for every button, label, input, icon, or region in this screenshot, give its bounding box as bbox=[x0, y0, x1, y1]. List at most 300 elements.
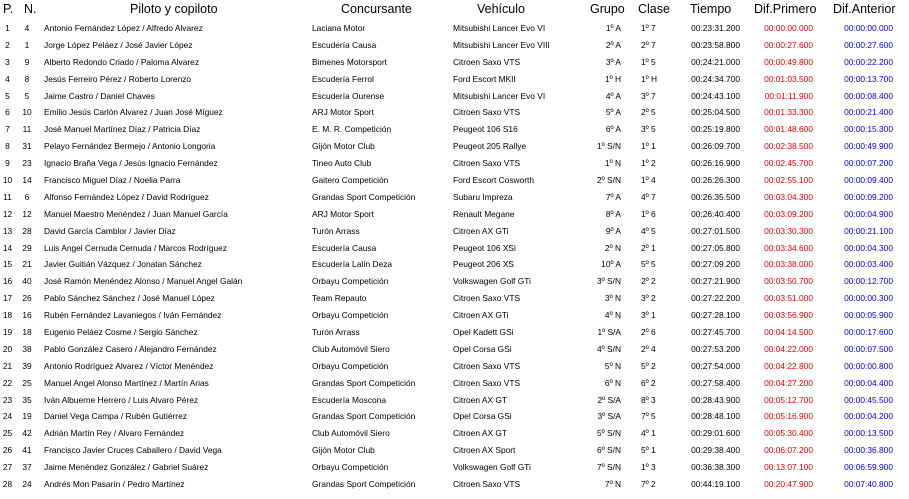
cell-vehicle: Renault Megane bbox=[453, 208, 515, 219]
cell-group: 6º A bbox=[605, 124, 621, 135]
cell-number: 16 bbox=[22, 310, 32, 321]
cell-entrant: Laciana Motor bbox=[312, 23, 366, 33]
cell-number: 4 bbox=[24, 23, 30, 33]
cell-vehicle: Opel Kadett GSi bbox=[453, 327, 514, 338]
cell-pilot: Francisco Miguel Díaz / Noelia Parra bbox=[44, 175, 181, 186]
cell-diff-first: 00:03:34.600 bbox=[764, 242, 813, 253]
cell-class: 5º 1 bbox=[641, 445, 656, 456]
cell-pilot: Alberto Redondo Criado / Paloma Alvarez bbox=[44, 56, 200, 67]
cell-class: 1º 2 bbox=[641, 158, 656, 169]
cell-class: 2º 5 bbox=[641, 107, 656, 118]
table-row bbox=[0, 476, 909, 493]
cell-vehicle: Citroen Saxo VTS bbox=[453, 293, 521, 304]
cell-diff-first: 00:04:22.800 bbox=[764, 360, 813, 371]
cell-diff-previous: 00:00:03.400 bbox=[844, 259, 893, 270]
cell-time: 00:44:19.100 bbox=[691, 479, 740, 490]
cell-number: 8 bbox=[24, 73, 30, 84]
cell-class: 1º 6 bbox=[641, 208, 656, 219]
cell-entrant: Escudería Lalín Deza bbox=[312, 259, 393, 270]
cell-vehicle: Mitsubishi Lancer Evo VI bbox=[453, 23, 546, 33]
cell-number: 14 bbox=[22, 175, 32, 186]
header-diff-first: Dif.Primero bbox=[754, 2, 817, 16]
cell-class: 1º 5 bbox=[641, 56, 656, 67]
cell-diff-previous: 00:00:13.700 bbox=[844, 73, 893, 84]
cell-position: 25 bbox=[2, 428, 13, 439]
cell-vehicle: Volkswagen Golf GTi bbox=[453, 276, 531, 287]
cell-entrant: Orbayu Competición bbox=[312, 310, 389, 321]
cell-pilot: Jesús Ferreiro Pérez / Roberto Lorenzo bbox=[44, 73, 192, 84]
cell-diff-previous: 00:00:04.200 bbox=[844, 411, 893, 422]
cell-position: 1 bbox=[5, 23, 10, 33]
cell-position: 17 bbox=[2, 293, 13, 304]
cell-group: 7º A bbox=[605, 191, 621, 202]
cell-diff-first: 00:02:55.100 bbox=[764, 175, 813, 186]
cell-vehicle: Citroen AX GT bbox=[453, 394, 507, 405]
cell-class: 3º 1 bbox=[641, 310, 656, 321]
cell-pilot: Manuel Angel Alonso Martínez / Martín Arias bbox=[44, 377, 209, 388]
cell-number: 18 bbox=[22, 327, 32, 338]
cell-position: 14 bbox=[2, 242, 13, 253]
cell-number: 35 bbox=[22, 394, 32, 405]
cell-diff-previous: 00:00:07.500 bbox=[844, 343, 893, 354]
table-row bbox=[0, 425, 909, 442]
cell-group: 5º N bbox=[604, 360, 621, 371]
cell-group: 2º S/A bbox=[597, 394, 621, 405]
cell-vehicle: Peugeot 106 XSi bbox=[453, 242, 516, 253]
cell-time: 00:27:28.100 bbox=[691, 310, 740, 321]
cell-number: 40 bbox=[22, 276, 32, 287]
cell-number: 25 bbox=[22, 377, 32, 388]
table-row bbox=[0, 324, 909, 341]
cell-diff-first: 00:03:38.000 bbox=[764, 259, 813, 270]
cell-vehicle: Peugeot 106 S16 bbox=[453, 124, 518, 135]
cell-position: 6 bbox=[5, 107, 10, 118]
cell-position: 20 bbox=[2, 343, 13, 354]
table-row bbox=[0, 189, 909, 206]
cell-entrant: Orbayu Competición bbox=[312, 360, 389, 371]
cell-group: 1º S/A bbox=[597, 327, 621, 338]
cell-group: 2º A bbox=[605, 39, 621, 50]
cell-class: 8º 3 bbox=[641, 394, 656, 405]
cell-diff-first: 00:02:45.700 bbox=[764, 158, 813, 169]
table-row bbox=[0, 155, 909, 172]
cell-class: 4º 5 bbox=[641, 225, 656, 236]
cell-group: 2º N bbox=[604, 242, 621, 253]
cell-entrant: Bimenes Motorsport bbox=[312, 56, 387, 67]
cell-pilot: Jaime Menéndez González / Gabriel Suárez bbox=[44, 462, 209, 473]
cell-diff-first: 00:04:14.500 bbox=[764, 327, 813, 338]
cell-vehicle: Subaru Impreza bbox=[453, 191, 513, 202]
cell-number: 23 bbox=[22, 158, 32, 169]
cell-diff-first: 00:03:09.200 bbox=[764, 208, 813, 219]
cell-group: 1º H bbox=[604, 73, 621, 84]
cell-group: 3º S/A bbox=[597, 411, 621, 422]
cell-class: 7º 5 bbox=[641, 411, 656, 422]
cell-class: 4º 7 bbox=[641, 191, 656, 202]
cell-class: 1º 7 bbox=[641, 23, 656, 33]
cell-pilot: Manuel Maestro Menéndez / Juan Manuel García bbox=[44, 208, 228, 219]
cell-position: 12 bbox=[2, 208, 13, 219]
cell-position: 13 bbox=[2, 225, 13, 236]
cell-diff-first: 00:05:16.900 bbox=[764, 411, 813, 422]
cell-position: 8 bbox=[5, 141, 10, 152]
header-vehicle: Vehículo bbox=[477, 2, 525, 16]
cell-class: 4º 1 bbox=[641, 428, 656, 439]
cell-time: 00:27:09.200 bbox=[691, 259, 740, 270]
cell-number: 31 bbox=[22, 141, 32, 152]
cell-time: 00:27:53.200 bbox=[691, 343, 740, 354]
table-row bbox=[0, 206, 909, 223]
cell-vehicle: Citroen Saxo VTS bbox=[453, 107, 521, 118]
cell-position: 23 bbox=[2, 394, 13, 405]
cell-time: 00:24:34.700 bbox=[691, 73, 740, 84]
header-position: P. bbox=[3, 2, 14, 16]
cell-class: 2º 6 bbox=[641, 327, 656, 338]
cell-group: 3º S/N bbox=[596, 276, 621, 287]
cell-diff-first: 00:02:38.500 bbox=[764, 141, 813, 152]
table-row bbox=[0, 37, 909, 54]
table-row bbox=[0, 54, 909, 71]
cell-diff-first: 00:13:07.100 bbox=[764, 462, 813, 473]
cell-pilot: Ignacio Braña Vega / Jesús Ignacio Fernández bbox=[44, 158, 218, 169]
table-row bbox=[0, 71, 909, 88]
header-group: Grupo bbox=[590, 2, 625, 16]
cell-vehicle: Citroen AX GTi bbox=[453, 310, 509, 321]
cell-diff-previous: 00:00:17.600 bbox=[844, 327, 893, 338]
cell-diff-first: 00:20:47.900 bbox=[764, 479, 813, 490]
cell-pilot: Jaime Castro / Daniel Chaves bbox=[44, 90, 155, 101]
cell-entrant: Club Automóvil Siero bbox=[312, 343, 390, 354]
cell-group: 3º N bbox=[604, 293, 621, 304]
header-time: Tiempo bbox=[690, 2, 732, 16]
cell-entrant: Gijón Motor Club bbox=[312, 445, 375, 456]
cell-time: 00:27:22.200 bbox=[691, 293, 740, 304]
table-row bbox=[0, 442, 909, 459]
cell-diff-first: 00:01:11.900 bbox=[764, 90, 813, 101]
cell-vehicle: Mitsubishi Lancer Evo VIII bbox=[453, 39, 550, 50]
cell-vehicle: Volkswagen Golf GTi bbox=[453, 462, 531, 473]
cell-entrant: Escudería Ourense bbox=[312, 90, 385, 101]
cell-time: 00:26:16.900 bbox=[691, 158, 740, 169]
table-row bbox=[0, 121, 909, 138]
cell-group: 4º S/N bbox=[596, 343, 621, 354]
cell-group: 7º S/N bbox=[596, 462, 621, 473]
cell-entrant: Escudería Causa bbox=[312, 242, 377, 253]
cell-entrant: Team Repauto bbox=[312, 293, 367, 304]
cell-class: 5º 2 bbox=[641, 360, 656, 371]
header-pilot: Piloto y copiloto bbox=[130, 2, 218, 16]
cell-class: 6º 2 bbox=[641, 377, 656, 388]
cell-pilot: Jorge López Peláez / José Javier López bbox=[44, 39, 193, 50]
cell-vehicle: Ford Escort Cosworth bbox=[453, 175, 534, 186]
table-row bbox=[0, 392, 909, 409]
cell-entrant: Grandas Sport Competición bbox=[312, 411, 416, 422]
cell-number: 42 bbox=[22, 428, 32, 439]
cell-group: 4º A bbox=[605, 90, 621, 101]
cell-number: 39 bbox=[22, 360, 32, 371]
cell-class: 3º 7 bbox=[641, 90, 656, 101]
cell-diff-first: 00:03:04.300 bbox=[764, 191, 813, 202]
cell-pilot: Pablo González Casero / Alejandro Fernández bbox=[44, 343, 217, 354]
cell-diff-previous: 00:00:15.300 bbox=[844, 124, 893, 135]
table-row bbox=[0, 20, 909, 37]
cell-position: 9 bbox=[5, 158, 10, 169]
header-class: Clase bbox=[638, 2, 670, 16]
cell-pilot: Pelayo Fernández Bermejo / Antonio Longoria bbox=[44, 141, 216, 152]
cell-pilot: Adrián Martín Rey / Alvaro Fernández bbox=[44, 428, 185, 439]
cell-class: 2º 4 bbox=[641, 343, 656, 354]
cell-entrant: Escudería Causa bbox=[312, 39, 377, 50]
cell-group: 1º N bbox=[604, 158, 621, 169]
cell-entrant: Turón Arrass bbox=[312, 225, 360, 236]
cell-class: 1º 4 bbox=[641, 175, 656, 186]
cell-pilot: Luis Angel Cernuda Cernuda / Marcos Rodríguez bbox=[44, 242, 227, 253]
cell-pilot: Alfonso Fernández López / David Rodríguez bbox=[44, 191, 209, 202]
cell-number: 19 bbox=[22, 411, 32, 422]
cell-entrant: Grandas Sport Competición bbox=[312, 479, 416, 490]
cell-diff-previous: 00:00:13.500 bbox=[844, 428, 893, 439]
cell-pilot: Daniel Vega Campa / Rubén Gutiérrez bbox=[44, 411, 187, 422]
cell-position: 18 bbox=[2, 310, 13, 321]
cell-vehicle: Citroen AX GT bbox=[453, 428, 507, 439]
cell-position: 15 bbox=[2, 259, 13, 270]
cell-time: 00:26:40.400 bbox=[691, 208, 740, 219]
cell-group: 6º S/N bbox=[596, 445, 621, 456]
cell-position: 24 bbox=[2, 411, 13, 422]
cell-pilot: José Manuel Martínez Díaz / Patricia Díaz bbox=[44, 124, 201, 135]
cell-pilot: Emilio Jesús Carlón Alvarez / Juan José Míguez bbox=[44, 107, 223, 118]
cell-group: 1º S/N bbox=[596, 141, 621, 152]
cell-vehicle: Citroen Saxo VTS bbox=[453, 360, 521, 371]
cell-time: 00:25:19.800 bbox=[691, 124, 740, 135]
cell-time: 00:24:43.100 bbox=[691, 90, 740, 101]
cell-diff-first: 00:06:07.200 bbox=[764, 445, 813, 456]
cell-time: 00:29:01.600 bbox=[691, 428, 740, 439]
cell-diff-previous: 00:00:45.500 bbox=[844, 394, 893, 405]
cell-pilot: Rubén Fernández Lavaniegos / Iván Fernández bbox=[44, 310, 222, 321]
cell-entrant: Escudería Ferrol bbox=[312, 73, 374, 84]
cell-pilot: Andrés Mon Pasarín / Pedro Martínez bbox=[44, 479, 185, 490]
cell-diff-previous: 00:00:36.800 bbox=[844, 445, 893, 456]
cell-diff-previous: 00:00:00.000 bbox=[844, 23, 893, 33]
cell-entrant: Orbayu Competición bbox=[312, 276, 389, 287]
cell-class: 7º 2 bbox=[641, 479, 656, 490]
cell-number: 6 bbox=[24, 191, 30, 202]
cell-entrant: ARJ Motor Sport bbox=[312, 107, 374, 118]
cell-diff-first: 00:00:27.600 bbox=[764, 39, 813, 50]
cell-vehicle: Peugeot 205 Rallye bbox=[453, 141, 527, 152]
cell-pilot: Pablo Sánchez Sánchez / José Manuel López bbox=[44, 293, 215, 304]
cell-time: 00:23:58.800 bbox=[691, 39, 740, 50]
cell-class: 3º 5 bbox=[641, 124, 656, 135]
cell-time: 00:24:21.000 bbox=[691, 56, 740, 67]
cell-position: 2 bbox=[5, 39, 10, 50]
cell-diff-first: 00:00:49.800 bbox=[764, 56, 813, 67]
cell-diff-previous: 00:00:00.300 bbox=[844, 293, 893, 304]
cell-group: 8º A bbox=[605, 208, 621, 219]
cell-number: 38 bbox=[22, 343, 32, 354]
cell-number: 11 bbox=[22, 124, 32, 135]
table-row bbox=[0, 104, 909, 121]
table-row bbox=[0, 307, 909, 324]
cell-group: 10º A bbox=[601, 259, 621, 270]
cell-class: 1º H bbox=[641, 73, 658, 84]
table-row bbox=[0, 408, 909, 425]
cell-entrant: Orbayu Competición bbox=[312, 462, 389, 473]
cell-position: 21 bbox=[2, 360, 13, 371]
cell-diff-previous: 00:00:49.900 bbox=[844, 141, 893, 152]
cell-vehicle: Peugeot 206 XS bbox=[453, 259, 515, 270]
cell-position: 19 bbox=[2, 327, 13, 338]
cell-diff-previous: 00:00:09.400 bbox=[844, 175, 893, 186]
cell-diff-first: 00:04:22.000 bbox=[764, 343, 813, 354]
cell-pilot: David García Camblor / Javier Díaz bbox=[44, 225, 176, 236]
cell-entrant: Tineo Auto Club bbox=[312, 158, 372, 169]
cell-diff-previous: 00:00:09.200 bbox=[844, 191, 893, 202]
cell-diff-previous: 00:00:07.200 bbox=[844, 158, 893, 169]
cell-pilot: José Ramón Menéndez Alonso / Manuel Angel Galán bbox=[44, 276, 243, 287]
cell-position: 27 bbox=[2, 462, 13, 473]
cell-group: 2º S/N bbox=[596, 175, 621, 186]
cell-time: 00:28:43.900 bbox=[691, 394, 740, 405]
header-entrant: Concursante bbox=[341, 2, 412, 16]
cell-time: 00:27:21.900 bbox=[691, 276, 740, 287]
cell-vehicle: Citroen Saxo VTS bbox=[453, 158, 521, 169]
header-diff-previous: Dif.Anterior bbox=[833, 2, 896, 16]
cell-vehicle: Ford Escort MKII bbox=[453, 73, 516, 84]
cell-diff-first: 00:03:56.900 bbox=[764, 310, 813, 321]
cell-time: 00:27:54.000 bbox=[691, 360, 740, 371]
cell-vehicle: Mitsubishi Lancer Evo VI bbox=[453, 90, 546, 101]
cell-group: 5º A bbox=[605, 107, 621, 118]
cell-class: 3º 2 bbox=[641, 293, 656, 304]
cell-diff-previous: 00:00:12.700 bbox=[844, 276, 893, 287]
header-row bbox=[0, 0, 909, 20]
cell-position: 7 bbox=[5, 124, 10, 135]
cell-group: 4º N bbox=[604, 310, 621, 321]
cell-diff-previous: 00:00:21.100 bbox=[844, 225, 893, 236]
cell-time: 00:27:45.700 bbox=[691, 327, 740, 338]
cell-time: 00:28:48.100 bbox=[691, 411, 740, 422]
cell-class: 2º 7 bbox=[641, 39, 656, 50]
cell-pilot: Javier Guitián Vázquez / Jonatan Sánchez bbox=[44, 259, 202, 270]
cell-pilot: Francisco Javier Cruces Caballero / David Vega bbox=[44, 445, 222, 456]
cell-time: 00:27:01.500 bbox=[691, 225, 740, 236]
cell-position: 11 bbox=[3, 191, 12, 202]
cell-entrant: Escudería Moscona bbox=[312, 394, 387, 405]
cell-position: 28 bbox=[2, 479, 13, 490]
table-row bbox=[0, 341, 909, 358]
cell-number: 41 bbox=[22, 445, 32, 456]
cell-diff-first: 00:01:03.500 bbox=[764, 73, 813, 84]
cell-time: 00:29:38.400 bbox=[691, 445, 740, 456]
cell-position: 10 bbox=[2, 175, 13, 186]
cell-group: 9º A bbox=[605, 225, 621, 236]
header-number: N. bbox=[24, 2, 37, 16]
cell-position: 3 bbox=[5, 56, 10, 67]
cell-vehicle: Citroen Saxo VTS bbox=[453, 479, 521, 490]
cell-diff-first: 00:03:50.700 bbox=[764, 276, 813, 287]
cell-number: 29 bbox=[22, 242, 32, 253]
cell-time: 00:36:38.300 bbox=[691, 462, 740, 473]
table-row bbox=[0, 358, 909, 375]
cell-class: 2º 2 bbox=[641, 276, 656, 287]
cell-diff-previous: 00:00:27.600 bbox=[844, 39, 893, 50]
table-row bbox=[0, 375, 909, 392]
cell-diff-previous: 00:06:59.900 bbox=[844, 462, 893, 473]
cell-entrant: Turón Arrass bbox=[312, 327, 360, 338]
cell-group: 5º S/N bbox=[596, 428, 621, 439]
cell-entrant: E. M. R. Competición bbox=[312, 124, 392, 135]
cell-number: 26 bbox=[22, 293, 32, 304]
table-row bbox=[0, 172, 909, 189]
cell-position: 5 bbox=[5, 90, 10, 101]
cell-diff-first: 00:04:27.200 bbox=[764, 377, 813, 388]
cell-class: 5º 5 bbox=[641, 259, 656, 270]
cell-diff-previous: 00:00:04.900 bbox=[844, 208, 893, 219]
cell-number: 21 bbox=[22, 259, 32, 270]
cell-vehicle: Citroen Saxo VTS bbox=[453, 377, 521, 388]
cell-time: 00:23:31.200 bbox=[691, 23, 740, 33]
table-row bbox=[0, 273, 909, 290]
cell-position: 16 bbox=[2, 276, 13, 287]
cell-time: 00:26:09.700 bbox=[691, 141, 740, 152]
table-row bbox=[0, 240, 909, 257]
cell-time: 00:27:05.800 bbox=[691, 242, 740, 253]
cell-diff-first: 00:00:00.000 bbox=[764, 23, 813, 33]
cell-pilot: Antonio Fernández López / Alfredo Alvarez bbox=[44, 23, 203, 33]
cell-diff-first: 00:05:12.700 bbox=[764, 394, 813, 405]
cell-time: 00:27:58.400 bbox=[691, 377, 740, 388]
cell-number: 37 bbox=[22, 462, 32, 473]
cell-number: 24 bbox=[22, 479, 32, 490]
table-row bbox=[0, 138, 909, 155]
cell-time: 00:25:04.500 bbox=[691, 107, 740, 118]
table-row bbox=[0, 223, 909, 240]
cell-entrant: Grandas Sport Competición bbox=[312, 377, 416, 388]
cell-vehicle: Opel Corsa GSi bbox=[453, 411, 512, 422]
cell-entrant: Gaitero Competición bbox=[312, 175, 389, 186]
cell-pilot: Eugenio Peláez Cosme / Sergio Sánchez bbox=[44, 327, 198, 338]
cell-vehicle: Citroen AX GTi bbox=[453, 225, 509, 236]
cell-entrant: ARJ Motor Sport bbox=[312, 208, 374, 219]
cell-diff-previous: 00:00:04.300 bbox=[844, 242, 893, 253]
cell-diff-first: 00:03:30.300 bbox=[764, 225, 813, 236]
cell-position: 22 bbox=[2, 377, 13, 388]
cell-number: 28 bbox=[22, 225, 32, 236]
cell-diff-first: 00:03:51.000 bbox=[764, 293, 813, 304]
cell-diff-first: 00:01:33.300 bbox=[764, 107, 813, 118]
table-row bbox=[0, 290, 909, 307]
cell-diff-previous: 00:00:21.400 bbox=[844, 107, 893, 118]
cell-entrant: Grandas Sport Competición bbox=[312, 191, 416, 202]
cell-time: 00:26:35.500 bbox=[691, 191, 740, 202]
cell-diff-first: 00:01:48.600 bbox=[764, 124, 813, 135]
table-row bbox=[0, 459, 909, 476]
cell-group: 3º A bbox=[605, 56, 621, 67]
cell-class: 1º 1 bbox=[641, 141, 656, 152]
cell-number: 5 bbox=[24, 90, 30, 101]
cell-class: 2º 1 bbox=[641, 242, 656, 253]
table-body bbox=[0, 20, 909, 493]
cell-number: 1 bbox=[24, 39, 30, 50]
cell-class: 1º 3 bbox=[641, 462, 656, 473]
cell-diff-previous: 00:00:04.400 bbox=[844, 377, 893, 388]
cell-diff-previous: 00:07:40.800 bbox=[844, 479, 893, 490]
cell-entrant: Club Automóvil Siero bbox=[312, 428, 390, 439]
cell-entrant: Gijón Motor Club bbox=[312, 141, 375, 152]
cell-diff-previous: 00:00:22.200 bbox=[844, 56, 893, 67]
